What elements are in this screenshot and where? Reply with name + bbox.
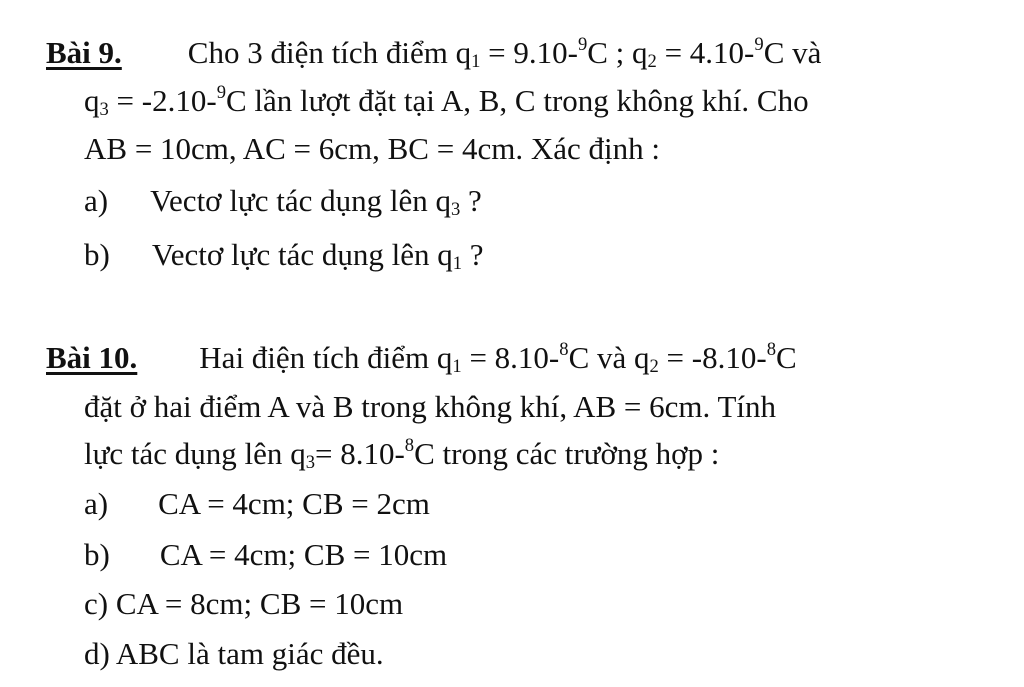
bai9-heading: Bài 9. (46, 35, 122, 70)
bai10-item-b: b) CA = 4cm; CB = 10cm (84, 537, 448, 572)
bai9-line2 (84, 81, 809, 121)
bai10-q3: $q_3= 8.10-^8C$ trong các trường hợp : (290, 435, 720, 473)
bai10-item-d: d) ABC là tam giác đều. (84, 636, 384, 671)
bai10-item-c: c) CA = 8cm; CB = 10cm (84, 586, 404, 621)
bai9-item-a: a) Vectơ lực tác dụng lên $q_3$ ? (84, 183, 482, 220)
bai9-q1: $q_1 = 9.10-^9C$ ; (455, 34, 625, 72)
bai10-line3: lực tác dụng lên $q_3= 8.10-^8C$ trong các trường hợp : (84, 435, 720, 473)
bai9-line3: AB = 10cm, AC = 6cm, BC = 4cm. Xác định : (84, 131, 660, 166)
bai9-q3: $q_3 = -2.10-^9C$ lần lượt đặt tại A, B, C trong không khí. Cho (84, 82, 809, 120)
bai10-heading: Bài 10. (46, 340, 138, 375)
bai10-item-a: a) CA = 4cm; CB = 2cm (84, 486, 430, 521)
bai10-q2: $q_2 = -8.10-^8C$ (634, 339, 797, 377)
bai9-item-b: b) Vectơ lực tác dụng lên $q_1$ ? (84, 237, 484, 274)
bai10-line2: đặt ở hai điểm A và B trong không khí, AB = 6cm. Tính (84, 389, 777, 424)
bai10-q1: $q_1 = 8.10-^8C$ và (436, 339, 627, 377)
bai9-line1 (46, 33, 821, 73)
bai10-intro: Hai điện tích điểm (199, 340, 430, 375)
bai9-q2: $q_2 = 4.10-^9C$ và (632, 34, 822, 72)
bai10-line1 (46, 338, 797, 378)
bai9-intro: Cho 3 điện tích điểm (187, 35, 448, 70)
